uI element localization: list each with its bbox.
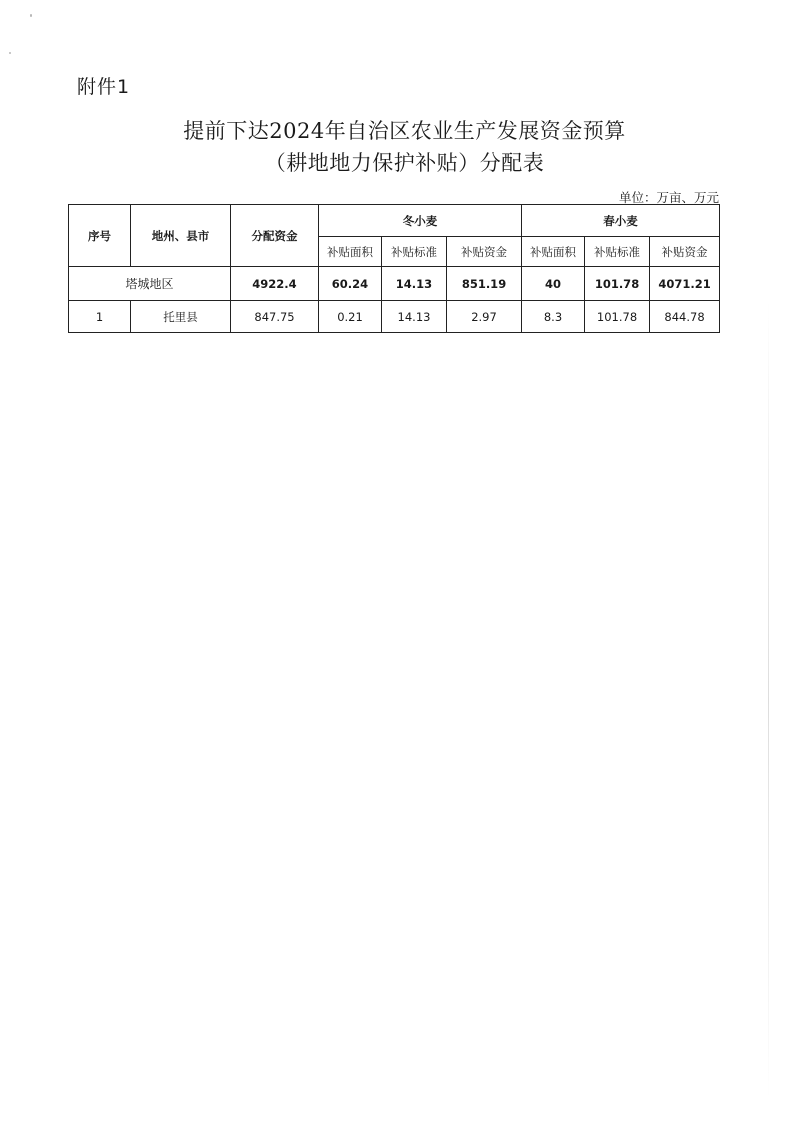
row-spring-funds: 844.78: [650, 301, 720, 333]
header-region: 地州、县市: [131, 205, 231, 267]
total-winter-funds: 851.19: [447, 267, 522, 301]
header-winter-area: 补贴面积: [319, 237, 382, 267]
row-region: 托里县: [131, 301, 231, 333]
total-spring-standard: 101.78: [585, 267, 650, 301]
attachment-label: 附件1: [77, 76, 131, 98]
table-total-row: [69, 267, 720, 301]
row-seq: 1: [69, 301, 131, 333]
header-spring-standard: 补贴标准: [585, 237, 650, 267]
unit-label: 单位：万亩、万元: [618, 190, 719, 205]
table-header-row: [69, 205, 720, 237]
header-spring-wheat: 春小麦: [522, 205, 720, 237]
total-allocation: 4922.4: [231, 267, 319, 301]
header-winter-wheat: 冬小麦: [319, 205, 522, 237]
header-seq: 序号: [69, 205, 131, 267]
total-spring-funds: 4071.21: [650, 267, 720, 301]
header-winter-funds: 补贴资金: [447, 237, 522, 267]
scan-speck: [9, 52, 11, 54]
table-row: [69, 301, 720, 333]
header-spring-area: 补贴面积: [522, 237, 585, 267]
header-winter-standard: 补贴标准: [382, 237, 447, 267]
row-spring-area: 8.3: [522, 301, 585, 333]
row-winter-funds: 2.97: [447, 301, 522, 333]
total-spring-area: 40: [522, 267, 585, 301]
page-title: 提前下达2024年自治区农业生产发展资金预算: [183, 119, 626, 143]
page-subtitle: （耕地地力保护补贴）分配表: [264, 151, 545, 175]
header-allocation: 分配资金: [231, 205, 319, 267]
total-winter-area: 60.24: [319, 267, 382, 301]
total-winter-standard: 14.13: [382, 267, 447, 301]
header-spring-funds: 补贴资金: [650, 237, 720, 267]
scan-speck: [30, 14, 32, 17]
row-allocation: 847.75: [231, 301, 319, 333]
row-spring-standard: 101.78: [585, 301, 650, 333]
total-region: 塔城地区: [69, 267, 231, 301]
row-winter-area: 0.21: [319, 301, 382, 333]
row-winter-standard: 14.13: [382, 301, 447, 333]
allocation-table: [68, 204, 720, 333]
scan-edge-shadow: [768, 300, 769, 1100]
